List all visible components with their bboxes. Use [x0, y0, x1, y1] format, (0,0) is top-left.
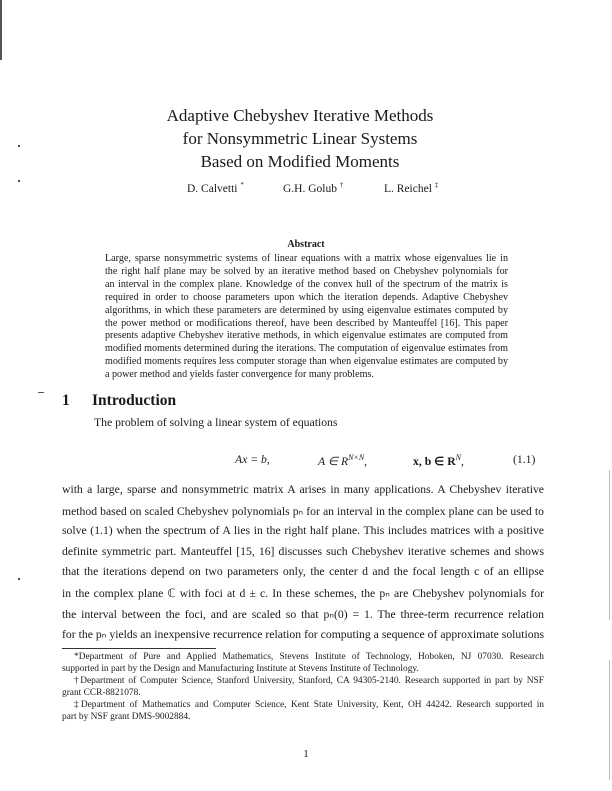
footnote-mark[interactable]: ‡ [434, 181, 439, 189]
equation-text: x, b ∈ R [413, 454, 456, 468]
equation-sup: N×N [348, 453, 365, 462]
title-line: Adaptive Chebyshev Iterative Methods [166, 106, 434, 125]
section-heading [62, 392, 176, 410]
footnote-line: ‡Department of Mathematics and Computer Science, Kent State University, Kent, OH 44242. Research supported in [74, 700, 544, 710]
footnote-line: supported in part by the Design and Manufacturing Institute at Stevens Institute of Technology. [62, 664, 419, 674]
equation-part [413, 453, 464, 468]
equation-part: Ax = b, [235, 453, 270, 466]
body-line: solve (1.1) when the spectrum of A lies in the right half plane. This includes matrices with a positive [62, 524, 544, 538]
abstract-line: an interval in the complex plane. Knowledge of the convex hull of the spectrum of the matrix is [105, 278, 508, 290]
footnote-rule [62, 648, 216, 649]
scan-edge-mark [0, 0, 2, 60]
abstract-line: modified moments requires less computer storage than when eigenvalue estimates are computed by [105, 356, 508, 368]
equation-part [318, 453, 367, 468]
abstract-line: Large, sparse nonsymmetric systems of linear equations with a matrix whose eigenvalues lie in [105, 253, 508, 264]
abstract-line: the right half plane may be solved by an iterative method based on Chebyshev polynomials for [105, 265, 508, 277]
abstract-line: presents adaptive Chebyshev iterative methods, in which eigenvalue estimates are computed from [105, 330, 508, 342]
body-line: that the iterations depend on two parameters only, the center d and the focal length c of an ellipse [62, 565, 544, 579]
title-line: Based on Modified Moments [200, 152, 400, 171]
scan-dash [38, 392, 44, 393]
equation-text: A ∈ R [318, 454, 349, 468]
author-name: D. Calvetti [187, 182, 238, 195]
equation-punct: , [364, 454, 368, 468]
equation-label: (1.1) [513, 453, 536, 466]
body-line: definite symmetric part. Manteuffel [15, 16] discusses such Chebyshev iterative schemes and shows [62, 544, 544, 558]
title-line: for Nonsymmetric Linear Systems [182, 129, 418, 148]
abstract-heading: Abstract [287, 239, 325, 250]
footnote-line: *Department of Pure and Applied Mathematics, Stevens Institute of Technology, Hoboken, NJ 07030. Research [74, 652, 544, 662]
scan-edge-mark [609, 660, 610, 780]
footnote-line: grant CCR-8821078. [62, 688, 141, 698]
equation-sup: N [455, 453, 461, 462]
body-line: with a large, sparse and nonsymmetric matrix A arises in many applications. A Chebyshev iterative [62, 483, 544, 496]
body-line: the interval between the foci, and are scaled so that pₙ(0) = 1. The three-term recurrence relation [62, 607, 544, 621]
footnote-mark[interactable]: † [339, 181, 344, 189]
abstract-line: required in order to choose parameters upon which the iteration depends. Adaptive Chebyshev [105, 291, 508, 303]
section-number: 1 [62, 392, 70, 409]
footnote-line: †Department of Computer Science, Stanford University, Stanford, CA 94305-2140. Research supported in part by NSF [74, 676, 544, 686]
equation-punct: , [461, 454, 464, 468]
scan-dot [18, 180, 20, 182]
body-line: method based on scaled Chebyshev polynomials pₙ for an interval in the complex plane can be used to [62, 504, 544, 518]
author [187, 181, 244, 195]
intro-sentence: The problem of solving a linear system of equations [94, 416, 338, 429]
abstract-line: modified moments determined during the iterations. The computation of eigenvalue estimates from [105, 343, 508, 355]
author-name: L. Reichel [384, 182, 432, 195]
scan-edge-mark [609, 470, 610, 620]
body-line: in the complex plane ℂ with foci at d ± c. In these schemes, the pₙ are Chebyshev polynomials for [62, 587, 544, 600]
abstract-line: the power method or modifications thereof, have been described by Manteuffel [16]. This paper [105, 317, 508, 329]
scan-dot [18, 578, 20, 580]
abstract-line: algorithms, in which these parameters are determined by using eigenvalue estimates computed by [105, 304, 508, 316]
body-line: for the pₙ yields an inexpensive recurrence relation for computing a sequence of approximate solutions [62, 628, 544, 642]
footnote-mark[interactable]: * [240, 181, 244, 189]
page-number: 1 [303, 748, 309, 760]
author-name: G.H. Golub [283, 182, 337, 195]
author [384, 181, 438, 195]
author [283, 181, 343, 195]
section-title: Introduction [92, 392, 177, 409]
footnote-line: part by NSF grant DMS-9002884. [62, 712, 191, 722]
abstract-line: a power method and yields faster convergence for many problems. [105, 369, 374, 381]
